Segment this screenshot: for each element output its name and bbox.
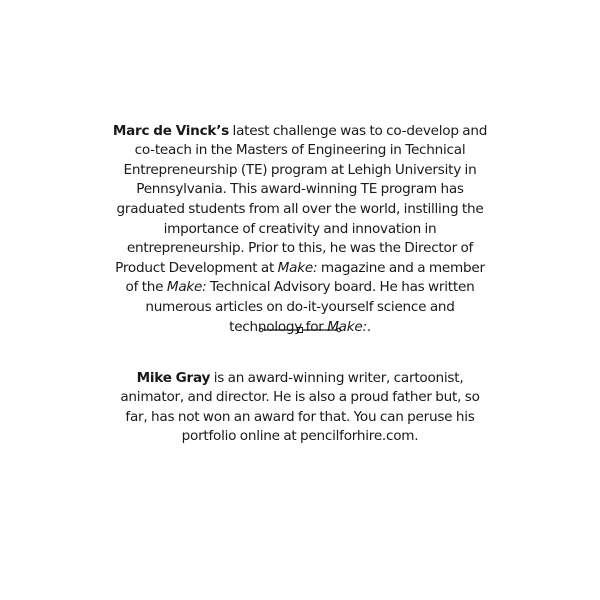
bio-text: is an award-winning writer, cartoonist, animator, and director. He is also a proud father but, so far, has not won an award for that. You can peruse his portfolio online at pencilforhire.com. — [120, 369, 480, 445]
make-magazine-name: Make: — [327, 318, 367, 335]
ornamental-divider — [258, 324, 342, 336]
bio-text: . — [366, 318, 371, 335]
bio-text: magazine and a member of the — [125, 259, 485, 296]
bio-marc-de-vinck — [110, 122, 490, 338]
bio-text: Technical Advisory board. He has written numerous articles on do-it-yourself science and technology for — [145, 279, 475, 335]
author-name-marc: Marc de Vinck’s — [112, 122, 229, 139]
bio-text: latest challenge was to co-develop and co-teach in the Masters of Engineering in Technical Entrepreneurship (TE) program at Lehigh University in Pennsylvania. This award-winning TE program has graduated students from all over the world, instilling the importance of creativity and innovation in entrepreneurship. Prior to this, he was the Director of Product Development at — [115, 122, 488, 276]
bio-mike-gray — [110, 369, 490, 447]
divider-center-mark — [298, 328, 303, 333]
divider-dot-right — [337, 328, 341, 332]
make-magazine-name: Make: — [277, 259, 318, 276]
divider-dot-left — [259, 328, 263, 332]
author-name-mike: Mike Gray — [136, 369, 211, 386]
make-magazine-name: Make: — [166, 279, 207, 296]
